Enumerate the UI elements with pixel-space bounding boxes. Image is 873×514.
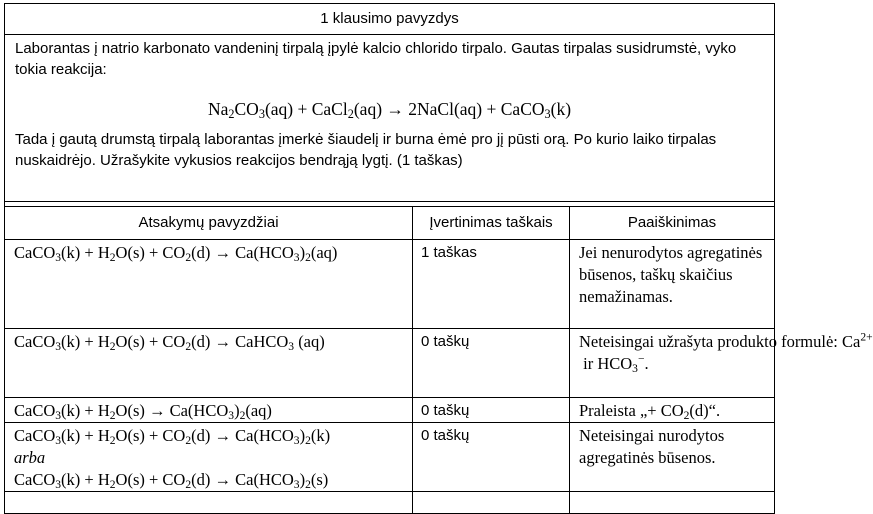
points-value: 0 taškų [413, 423, 570, 492]
table-row [5, 423, 775, 492]
answer-formula [5, 423, 413, 492]
assessment-table [4, 3, 873, 514]
header-row [5, 207, 775, 240]
header-explanation: Paaiškinimas [570, 207, 775, 240]
points-value: 1 taškas [413, 240, 570, 329]
answer-formula: CaCO$_3$(k) + $H_2O(s) \to Ca(HCO_3)_2(aq)$ [5, 398, 413, 423]
task-intro: Laborantas į natrio karbonato vandeninį tirpalą įpylė kalcio chlorido tirpalo. Gautas tirpalas susidrumstė, vyko tokia reakcija: [15, 40, 737, 78]
header-points: Įvertinimas taškais [413, 207, 570, 240]
task-statement [5, 35, 775, 202]
table-title [5, 4, 775, 35]
points-value: 0 taškų [413, 329, 570, 398]
title-text: 1 klausimo pavyzdys [320, 10, 459, 27]
table-row [5, 329, 775, 398]
explanation-text: Neteisingai nurodytos agregatinės būsenos. [570, 423, 775, 492]
answer-formula: CaCO$_3$(k) + $H_2O(s) + CO_2(d) \to Ca(HCO_3)_2(aq)$ [5, 240, 413, 329]
points-value: 0 taškų [413, 398, 570, 423]
reaction-equation: $Na_2CO_3(aq)$ + CaCl$_2$(aq) → 2NaCl(aq) + CaCO$_3$(k) [207, 99, 572, 122]
table-row [5, 398, 775, 423]
answer-formula: CaCO$_3$(k) + $H_2O(s) + CO_2(d)$ → CaHCO$_3$ (aq) [5, 329, 413, 398]
answer-variant-a: CaCO$_3$(k) + $H_2O(s) + CO_2(d) \to Ca(HCO_3)_2(k)$ [14, 426, 331, 447]
empty-row [5, 492, 775, 514]
explanation-text: Jei nenurodytos agregatinės būsenos, taškų skaičius nemažinamas. [570, 240, 775, 329]
answer-variant-b: CaCO$_3$(k) + $H_2O(s) + CO_2(d) \to Ca(HCO_3)_2(s)$ [14, 470, 329, 491]
explanation-text: Praleista „+ $CO_2(d)“$. [570, 398, 775, 423]
explanation-text: Neteisingai užrašyta produkto formulė: $Ca^{2+}$ ir $HCO_3^-$. [570, 329, 775, 398]
or-label: arba [14, 448, 46, 467]
task-question: Tada į gautą drumstą tirpalą laborantas įmerkė šiaudelį ir burna ėmė pro jį pūsti orą. Po kurio laiko tirpalas nuskaidrėjo. Užrašykite vykusios reakcijos bendrąją lygtį. (1 taškas) [15, 131, 717, 169]
header-answers: Atsakymų pavyzdžiai [5, 207, 413, 240]
table-row [5, 240, 775, 329]
